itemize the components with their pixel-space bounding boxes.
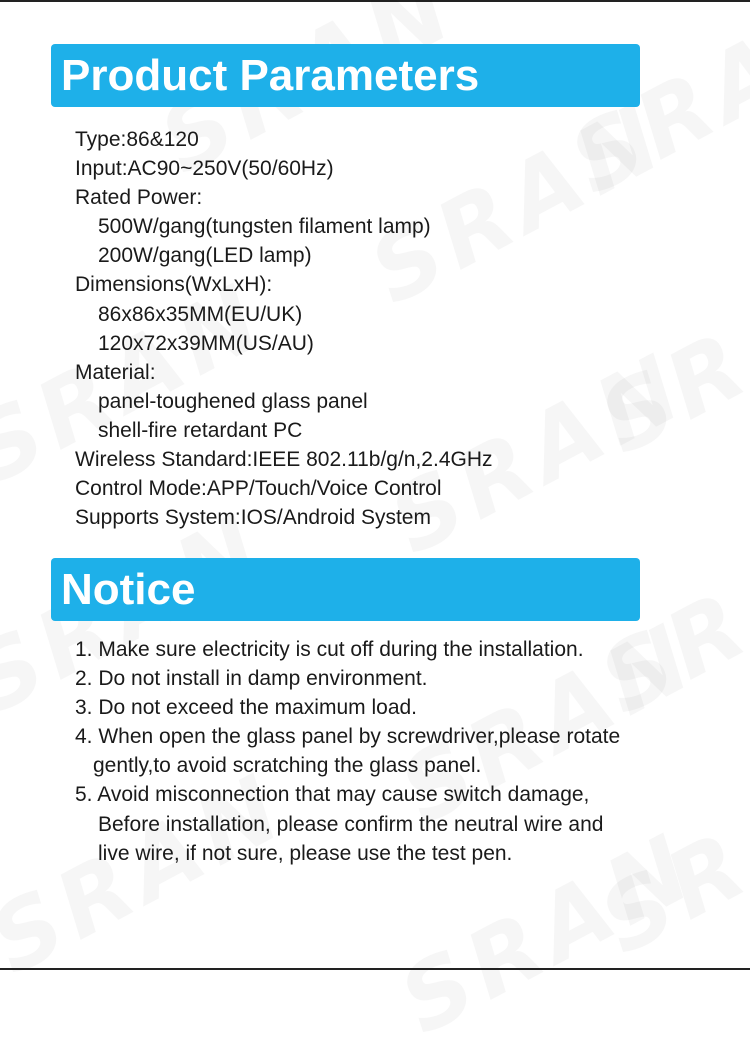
param-rated-power-tungsten: 500W/gang(tungsten filament lamp) xyxy=(98,215,431,239)
param-dimensions-us-au: 120x72x39MM(US/AU) xyxy=(98,331,314,355)
product-parameters-heading: Product Parameters xyxy=(51,44,640,107)
notice-item-5-continued-2: live wire, if not sure, please use the test pen. xyxy=(98,841,513,865)
param-material-label: Material: xyxy=(75,360,156,384)
param-material-panel: panel-toughened glass panel xyxy=(98,389,368,413)
notice-item-5-continued: Before installation, please confirm the neutral wire and xyxy=(98,812,604,836)
notice-item-2: 2. Do not install in damp environment. xyxy=(75,667,428,691)
param-supported-system: Supports System:IOS/Android System xyxy=(75,506,431,530)
notice-list xyxy=(75,635,715,868)
bottom-border xyxy=(0,968,750,970)
param-material-shell: shell-fire retardant PC xyxy=(98,418,303,442)
param-input: Input:AC90~250V(50/60Hz) xyxy=(75,157,334,181)
param-rated-power-led: 200W/gang(LED lamp) xyxy=(98,244,312,268)
param-dimensions-label: Dimensions(WxLxH): xyxy=(75,273,273,297)
top-border xyxy=(0,0,750,2)
parameters-list xyxy=(75,125,715,532)
notice-item-3: 3. Do not exceed the maximum load. xyxy=(75,696,418,720)
param-dimensions-eu-uk: 86x86x35MM(EU/UK) xyxy=(98,302,303,326)
param-rated-power-label: Rated Power: xyxy=(75,186,203,210)
param-type: Type:86&120 xyxy=(75,128,199,151)
notice-item-1: 1. Make sure electricity is cut off during the installation. xyxy=(75,638,584,661)
notice-item-5: 5. Avoid misconnection that may cause switch damage, xyxy=(75,783,590,807)
notice-item-4: 4. When open the glass panel by screwdriver,please rotate xyxy=(75,725,621,749)
param-control-mode: Control Mode:APP/Touch/Voice Control xyxy=(75,477,442,501)
notice-heading: Notice xyxy=(51,558,640,621)
param-wireless-standard: Wireless Standard:IEEE 802.11b/g/n,2.4GHz xyxy=(75,448,493,472)
notice-item-4-continued: gently,to avoid scratching the glass panel. xyxy=(93,754,482,778)
